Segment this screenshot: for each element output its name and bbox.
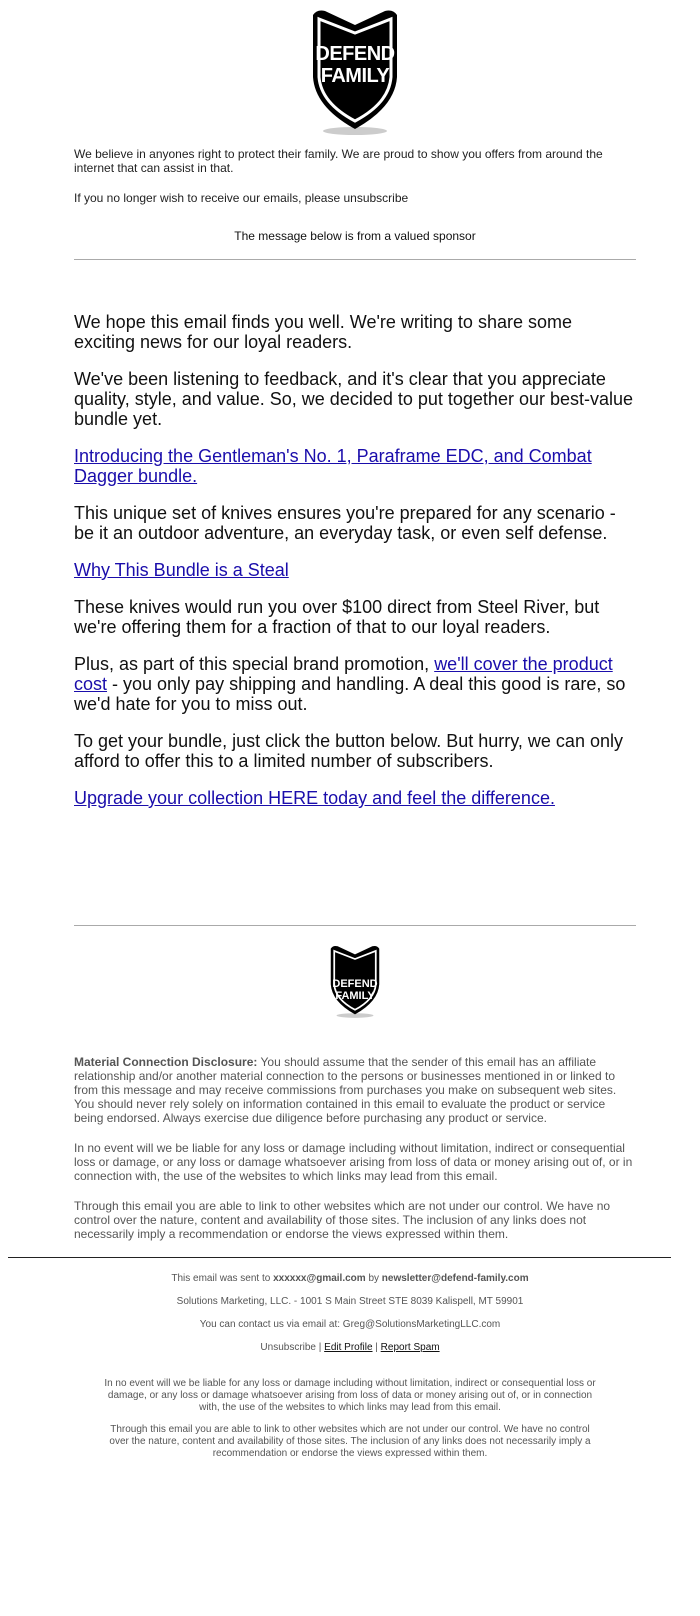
upgrade-link[interactable]: Upgrade your collection HERE today and feel the difference. (74, 788, 555, 808)
email-container (74, 7, 636, 1241)
text: - you only pay shipping and handling. A deal this good is rare, so we'd hate for you to miss out. (74, 674, 626, 714)
recipient-email: xxxxxx@gmail.com (273, 1273, 366, 1284)
bundle-link[interactable]: Introducing the Gentleman's No. 1, Paraframe EDC, and Combat Dagger bundle. (74, 446, 592, 486)
footer-liability: In no event will we be liable for any loss or damage including without limitation, indirect or consequential loss or damage, or any loss or damage whatsoever arising from loss of data or money arising out of, or in connection with, the use of the websites to which links may lead from this email. (104, 1378, 596, 1413)
text: This email was sent to (171, 1273, 274, 1284)
paragraph: This unique set of knives ensures you're prepared for any scenario - be it an outdoor adventure, an everyday task, or even self defense. (74, 503, 616, 543)
report-spam-link[interactable]: Report Spam (380, 1342, 440, 1353)
text: by (365, 1273, 382, 1284)
liability-text: In no event will we be liable for any loss or damage including without limitation, indirect or consequential loss or damage, or any loss or damage whatsoever arising from loss of data or money arising out of, or in connection with, the use of the websites to which links may lead from this email. (74, 1141, 633, 1183)
sender-email: newsletter@defend-family.com (381, 1273, 529, 1284)
paragraph (74, 654, 636, 714)
sponsor-note: The message below is from a valued sponsor (234, 229, 476, 243)
contact: You can contact us via email at: Greg@SolutionsMarketingLLC.com (199, 1319, 501, 1330)
logo-text-line2: FAMILY (335, 990, 375, 1002)
unsubscribe-line (74, 191, 636, 205)
address: Solutions Marketing, LLC. - 1001 S Main Street STE 8039 Kalispell, MT 59901 (176, 1296, 524, 1307)
product-cost-link[interactable]: we'll cover the product cost (74, 654, 613, 694)
paragraph: We hope this email finds you well. We're writing to share some exciting news for our loyal readers. (74, 312, 572, 352)
footer (100, 1258, 600, 1460)
divider (74, 925, 636, 926)
paragraph: These knives would run you over $100 direct from Steel River, but we're offering them for a fraction of that to our loyal readers. (74, 597, 600, 637)
disclosure-text: You should assume that the sender of this email has an affiliate relationship and/or another material connection to the persons or businesses mentioned in or linked to from this message and may receive commissions from purchases you make on subsequent web sites. You should never rely solely on information contained in this email to evaluate the product or service being endorsed. Always exercise due diligence before purchasing any product or service. (74, 1055, 617, 1125)
footer-links (100, 1341, 600, 1354)
footer-external-links: Through this email you are able to link to other websites which are not under our control. We have no control over the nature, content and availability of those sites. The inclusion of any links does not necessarily imply a recommendation or endorse the views expressed within them. (109, 1424, 591, 1459)
sent-to-line (100, 1272, 600, 1285)
paragraph: We've been listening to feedback, and it's clear that you appreciate quality, style, and value. So, we decided to put together our best-value bundle yet. (74, 369, 634, 429)
footer-logo (326, 944, 384, 1019)
logo-text-line1: DEFEND (315, 43, 395, 65)
logo-text-line2: FAMILY (320, 65, 390, 87)
edit-profile-link[interactable]: Edit Profile (324, 1342, 373, 1353)
unsubscribe-prefix: If you no longer wish to receive our emails, please (74, 191, 341, 205)
message-body (74, 260, 636, 808)
unsubscribe-link[interactable]: unsubscribe (343, 191, 409, 205)
separator: | (316, 1342, 325, 1353)
unsubscribe-link[interactable]: Unsubscribe (260, 1342, 316, 1353)
logo (305, 7, 405, 137)
disclosure (74, 1055, 636, 1241)
disclosure-title: Material Connection Disclosure: (74, 1055, 258, 1069)
paragraph: To get your bundle, just click the button below. But hurry, we can only afford to offer this to a limited number of subscribers. (74, 731, 623, 771)
separator: | (372, 1342, 381, 1353)
logo-text-line1: DEFEND (332, 978, 378, 990)
intro (74, 147, 636, 205)
external-links-text: Through this email you are able to link to other websites which are not under our control. We have no control over the nature, content and availability of those sites. The inclusion of any links does not necessarily imply a recommendation or endorse the views expressed within them. (74, 1199, 611, 1241)
text: Plus, as part of this special brand promotion, (74, 654, 435, 674)
why-bundle-link[interactable]: Why This Bundle is a Steal (74, 560, 289, 580)
intro-text: We believe in anyones right to protect their family. We are proud to show you offers from around the internet that can assist in that. (74, 147, 603, 175)
